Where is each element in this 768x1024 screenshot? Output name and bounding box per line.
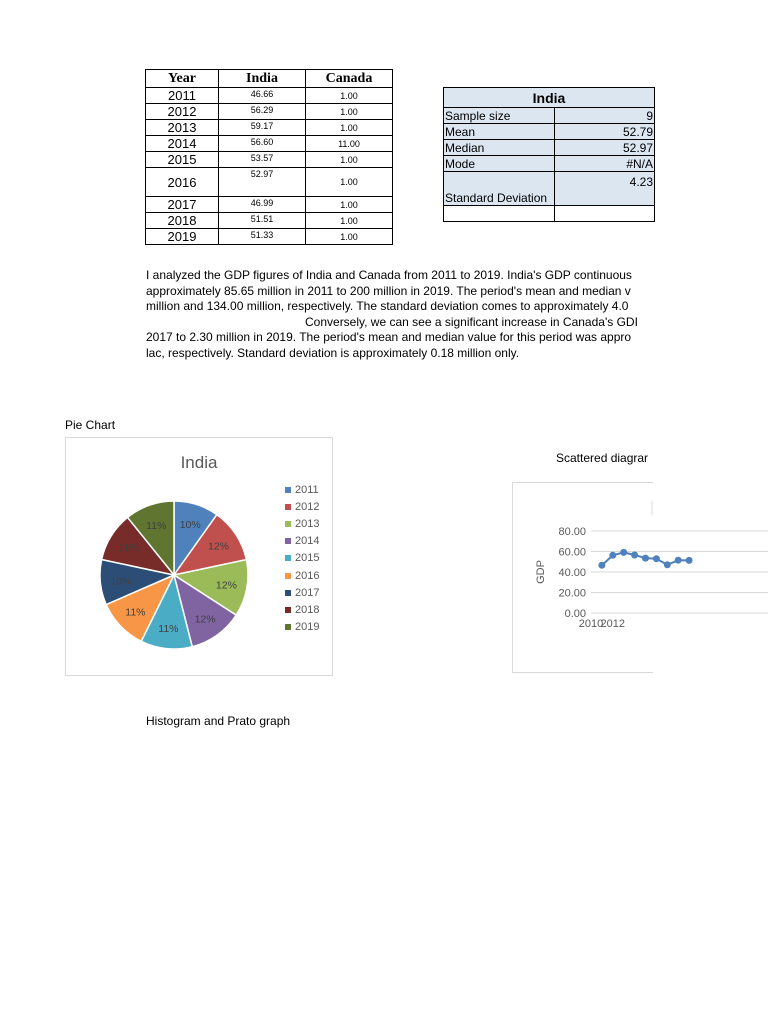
y-tick-label: 0.00 <box>564 608 586 620</box>
legend-item-2018 <box>285 601 319 618</box>
legend-swatch <box>285 590 291 596</box>
empty-cell <box>555 206 655 222</box>
pie-chart-label: Pie Chart <box>65 418 116 432</box>
x-tick-label: 2010 <box>578 618 604 630</box>
pie-chart <box>65 437 333 676</box>
stats-value: 9 <box>555 108 655 124</box>
cell-canada: 1.00 <box>306 88 393 104</box>
stats-row <box>444 108 655 124</box>
gdp-table-row <box>146 168 393 197</box>
pie-data-label: 11% <box>118 542 139 555</box>
data-point <box>620 549 627 556</box>
legend-label: 2012 <box>295 500 320 513</box>
cell-india: 46.66 <box>219 88 306 104</box>
paragraph-line: lac, respectively. Standard deviation is approximately 0.18 million only. <box>146 345 520 360</box>
legend-label: 2014 <box>295 535 320 548</box>
stats-value: 52.79 <box>555 124 655 140</box>
cell-india: 46.99 <box>219 197 306 213</box>
y-axis-label: GDP <box>535 560 547 584</box>
legend-label: 2016 <box>295 569 320 582</box>
gdp-table-row <box>146 120 393 136</box>
cell-canada: 1.00 <box>306 197 393 213</box>
paragraph-line: million and 134.00 million, respectively. The standard deviation comes to approximately 4.0 <box>146 299 629 313</box>
analysis-paragraph <box>146 268 652 361</box>
legend-swatch <box>285 573 291 579</box>
gdp-table-row <box>146 229 393 245</box>
gdp-table-row <box>146 104 393 120</box>
cell-year: 2018 <box>146 213 219 229</box>
legend-swatch <box>285 555 291 561</box>
cell-canada: 1.00 <box>306 168 393 197</box>
legend-label: 2011 <box>295 483 319 496</box>
cell-india: 51.51 <box>219 213 306 229</box>
cell-india: 59.17 <box>219 120 306 136</box>
paragraph-line: I analyzed the GDP figures of India and Canada from 2011 to 2019. India's GDP continuous <box>146 268 632 282</box>
stats-label: Median <box>444 140 555 156</box>
data-point <box>609 552 616 559</box>
cell-india: 56.60 <box>219 136 306 152</box>
cell-year: 2013 <box>146 120 219 136</box>
y-tick-label: 80.00 <box>558 526 586 538</box>
scatter-chart-svg <box>513 483 653 672</box>
scatter-chart <box>512 482 653 673</box>
legend-item-2011 <box>285 481 319 498</box>
stats-value: #N/A <box>555 156 655 172</box>
cell-canada: 1.00 <box>306 120 393 136</box>
empty-cell <box>444 206 555 222</box>
legend-swatch <box>285 538 291 544</box>
histogram-label: Histogram and Prato graph <box>146 714 291 728</box>
cell-year: 2014 <box>146 136 219 152</box>
pie-chart-title: India <box>180 453 218 472</box>
gdp-data-table <box>145 69 393 245</box>
cell-year: 2016 <box>146 168 219 197</box>
legend-swatch <box>285 607 291 613</box>
cell-year: 2011 <box>146 88 219 104</box>
legend-label: 2013 <box>295 517 320 530</box>
stats-empty-row <box>444 206 655 222</box>
legend-item-2014 <box>285 533 319 550</box>
legend-swatch <box>285 504 291 510</box>
data-point <box>642 555 649 562</box>
y-tick-label: 40.00 <box>558 567 586 579</box>
header-india: India <box>219 70 306 88</box>
cell-canada: 1.00 <box>306 152 393 168</box>
legend-swatch <box>285 487 291 493</box>
cell-canada: 11.00 <box>306 136 393 152</box>
pie-data-label: 10% <box>110 575 132 588</box>
pie-data-label: 12% <box>215 579 237 592</box>
data-point <box>664 561 671 568</box>
legend-item-2015 <box>285 550 319 567</box>
gdp-table-row <box>146 213 393 229</box>
paragraph-line: approximately 85.65 million in 2011 to 200 million in 2019. The period's mean and median v <box>146 283 631 298</box>
cell-year: 2017 <box>146 197 219 213</box>
legend-item-2012 <box>285 498 319 515</box>
y-tick-label: 60.00 <box>558 546 586 559</box>
x-tick-label: 2012 <box>600 618 626 630</box>
cell-year: 2019 <box>146 229 219 245</box>
legend-item-2019 <box>285 619 319 636</box>
stats-label: Sample size <box>444 108 555 124</box>
cell-india: 51.33 <box>219 229 306 245</box>
gdp-table-row <box>146 136 393 152</box>
pie-data-label: 11% <box>125 606 146 619</box>
scatter-diagram-label: Scattered diagrar <box>556 451 649 465</box>
legend-swatch <box>285 521 291 527</box>
cell-canada: 1.00 <box>306 104 393 120</box>
data-point <box>598 562 605 569</box>
data-point <box>675 557 682 564</box>
cell-canada: 1.00 <box>306 229 393 245</box>
legend-item-2017 <box>285 584 319 601</box>
pie-data-label: 11% <box>146 519 167 532</box>
paragraph-line: Conversely, we can see a significant increase in Canada's GDI <box>305 314 638 329</box>
gdp-table-row <box>146 197 393 213</box>
y-tick-label: 20.00 <box>558 587 586 600</box>
data-point <box>686 557 693 564</box>
paragraph-line: 2017 to 2.30 million in 2019. The period's mean and median value for this period was appro <box>146 330 632 344</box>
pie-data-label: 12% <box>207 540 230 553</box>
stats-value: 4.23 <box>555 172 655 206</box>
cell-india: 56.29 <box>219 104 306 120</box>
cell-year: 2012 <box>146 104 219 120</box>
stats-title: India <box>444 88 655 108</box>
legend-item-2013 <box>285 515 319 532</box>
cell-india: 53.57 <box>219 152 306 168</box>
cell-india: 52.97 <box>219 168 306 197</box>
data-point <box>631 552 638 559</box>
pie-legend <box>285 481 319 636</box>
india-stats-table-container <box>443 87 652 222</box>
legend-label: 2019 <box>295 621 320 634</box>
stats-row <box>444 124 655 140</box>
legend-label: 2015 <box>295 552 320 565</box>
legend-item-2016 <box>285 567 319 584</box>
legend-swatch <box>285 624 291 630</box>
stats-row <box>444 156 655 172</box>
pie-data-label: 12% <box>194 613 216 626</box>
stats-value: 52.97 <box>555 140 655 156</box>
gdp-table-row <box>146 152 393 168</box>
stats-label: Standard Deviation <box>444 172 555 206</box>
header-year: Year <box>146 70 219 88</box>
stats-row <box>444 140 655 156</box>
pie-data-label: 10% <box>179 519 201 532</box>
header-canada: Canada <box>306 70 393 88</box>
legend-label: 2017 <box>295 586 320 599</box>
stats-label: Mode <box>444 156 555 172</box>
gdp-table-row <box>146 88 393 104</box>
cell-year: 2015 <box>146 152 219 168</box>
data-point <box>653 555 660 562</box>
cell-canada: 1.00 <box>306 213 393 229</box>
stats-row <box>444 172 655 206</box>
india-stats-table <box>443 87 655 222</box>
stats-label: Mean <box>444 124 555 140</box>
pie-data-label: 11% <box>158 623 179 635</box>
legend-label: 2018 <box>295 603 320 616</box>
